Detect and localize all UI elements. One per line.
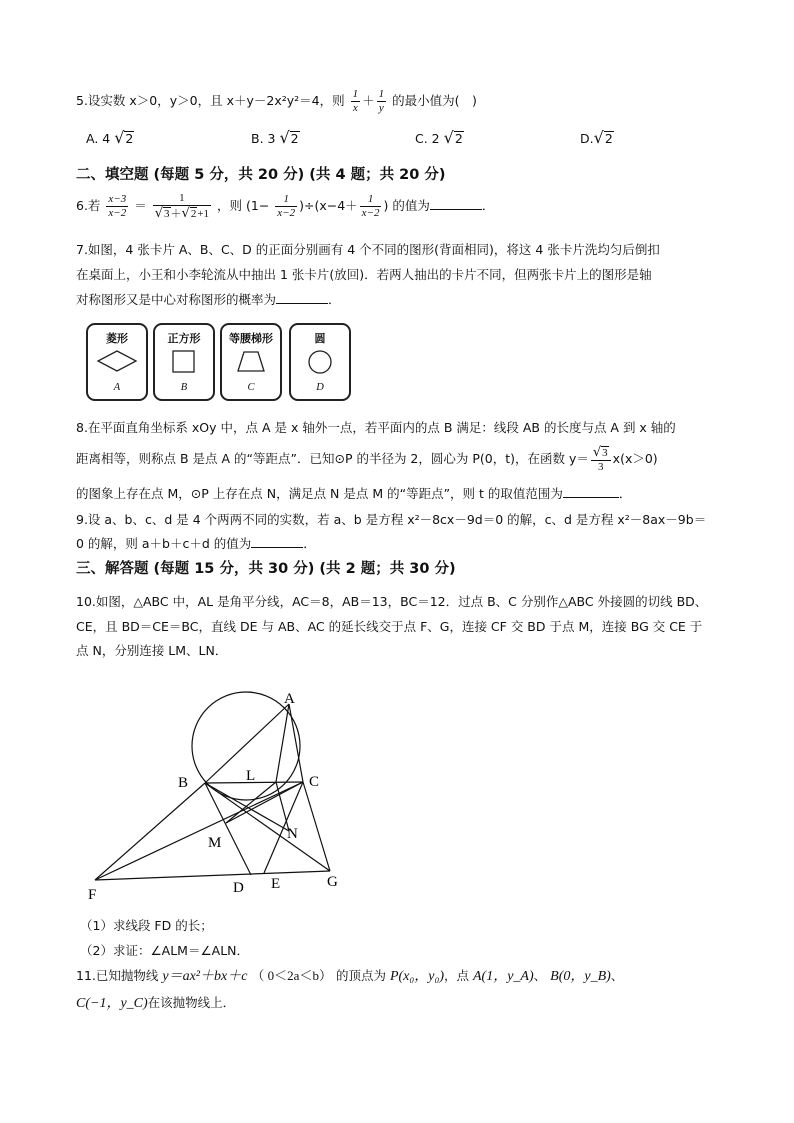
q10-sub-2: （2）求证：∠ALM＝∠ALN． — [80, 943, 250, 958]
q6-lhs-frac: $\frac{x-3}{x-2}$ — [108, 193, 127, 220]
q5-option-a[interactable]: A. 4 √2 — [86, 128, 134, 147]
q8-frac-sqrt3-over-3: $\frac{√3}{3}$ — [591, 446, 611, 473]
q10-sub-1: （1）求线段 FD 的长； — [80, 918, 213, 933]
trapezoid-icon — [235, 350, 267, 374]
q8-line-1: 8.在平面直角坐标系 xOy 中，点 A 是 x 轴外一点，若平面内的点 B 满足：线段 AB 的长度与点 A 到 x 轴的 — [76, 420, 676, 435]
label-f: F — [88, 887, 97, 900]
q6-frac-2: $\frac{1}{x-2}$ — [277, 193, 296, 220]
q7-line-1: 7.如图，4 张卡片 A、B、C、D 的正面分别画有 4 个不同的图形(背面相同)，将这 4 张卡片洗均匀后倒扣 — [76, 242, 660, 257]
label-m: M — [208, 835, 222, 851]
card-b-square: 正方形 B — [153, 323, 215, 401]
card-d-circle: 圆 D — [289, 323, 351, 401]
rhombus-icon — [96, 349, 138, 373]
q10-line-2: CE，且 BD＝CE＝BC，直线 DE 与 AB、AC 的延长线交于点 F、G，连接 CF 交 BD 于点 M，连接 BG 交 CE 于 — [76, 619, 703, 634]
segment-bf — [95, 783, 205, 880]
q6-answer-blank[interactable] — [430, 197, 482, 210]
section-2-title: 二、填空题 (每题 5 分，共 20 分) (共 4 题；共 20 分) — [76, 167, 446, 183]
q6-rhs-frac: $\frac{1}{√3+√2+1}$ — [154, 192, 210, 221]
circle-icon — [306, 348, 334, 376]
segment-al — [276, 704, 289, 782]
q6-frac-3: $\frac{1}{x-2}$ — [361, 193, 380, 220]
q10-line-1: 10.如图，△ABC 中，AL 是角平分线，AC＝8，AB＝13，BC＝12．过点 B、C 分别作△ABC 外接圆的切线 BD、 — [76, 594, 708, 609]
label-g: G — [327, 874, 338, 890]
section-3-title: 三、解答题 (每题 15 分，共 30 分) (共 2 题；共 30 分) — [76, 561, 456, 577]
q5-option-c[interactable]: C. 2 √2 — [415, 128, 463, 147]
q10-geometry-figure — [80, 685, 360, 900]
q7-line-2: 在桌面上，小王和小李轮流从中抽出 1 张卡片(放回)．若两人抽出的卡片不同，但两张卡片上的图形是轴 — [76, 267, 652, 282]
q9-answer-blank[interactable] — [251, 535, 303, 548]
label-c: C — [309, 774, 320, 790]
label-n: N — [287, 826, 298, 842]
label-l: L — [246, 768, 256, 784]
label-b: B — [178, 775, 189, 791]
square-icon — [171, 349, 197, 375]
q11-line-2: C(−1，y_C)在该抛物线上． — [76, 995, 236, 1011]
q5-stem: 5.设实数 x＞0，y＞0，且 x＋y－2x²y²＝4，则 $\frac{1}{x}$ ＋ $\frac{1}{y}$ 的最小值为( ) — [76, 88, 477, 114]
q8-line-2: 距离相等，则称点 B 是点 A 的“等距点”．已知⊙P 的半径为 2，圆心为 P(0，t)，在函数 y＝ $\frac{√3}{3}$ x(x＞0) — [76, 445, 658, 474]
card-a-rhombus: 菱形 A — [86, 323, 148, 401]
q5-frac-1-over-y: $\frac{1}{y}$ — [378, 88, 385, 114]
label-e: E — [271, 876, 281, 892]
q6-stem: 6.若 $\frac{x-3}{x-2}$ ＝ $\frac{1}{√3+√2+1}$ ，则 (1− $\frac{1}{x-2}$ )÷(x−4＋ $\frac{1}{x-2}$ ) 的值为 ． — [76, 192, 495, 221]
q8-line-3: 的图象上存在点 M，⊙P 上存在点 N，满足点 N 是点 M 的“等距点”，则 t 的取值范围为 ． — [76, 486, 632, 501]
q5-frac-1-over-x: $\frac{1}{x}$ — [352, 88, 359, 114]
q8-answer-blank[interactable] — [563, 485, 619, 498]
q5-option-b[interactable]: B. 3 √2 — [251, 128, 299, 147]
label-d: D — [233, 880, 244, 896]
q10-line-3: 点 N，分别连接 LM、LN． — [76, 643, 228, 658]
segment-bg — [205, 783, 330, 871]
q11-line-1: 11.已知抛物线 y＝ax²＋bx＋c （ 0＜2a＜b） 的顶点为 P(x₀，y₀)，点 A(1，y_A)、 B(0，y_B)、 — [76, 968, 624, 984]
label-a: A — [284, 691, 295, 707]
segment-ac — [289, 704, 303, 782]
q5-option-d[interactable]: D.√2 — [580, 128, 613, 147]
segment-cg — [303, 782, 330, 871]
q7-line-3: 对称图形又是中心对称图形的概率为 ． — [76, 292, 341, 307]
q9-line-1: 9.设 a、b、c、d 是 4 个两两不同的实数，若 a、b 是方程 x²－8cx－9d＝0 的解，c、d 是方程 x²－8ax－9b＝ — [76, 512, 707, 527]
segment-fg — [95, 871, 330, 880]
card-c-trapezoid: 等腰梯形 C — [220, 323, 282, 401]
q9-line-2: 0 的解，则 a＋b＋c＋d 的值为 ． — [76, 536, 316, 551]
q7-answer-blank[interactable] — [276, 291, 328, 304]
segment-cf — [95, 782, 303, 880]
